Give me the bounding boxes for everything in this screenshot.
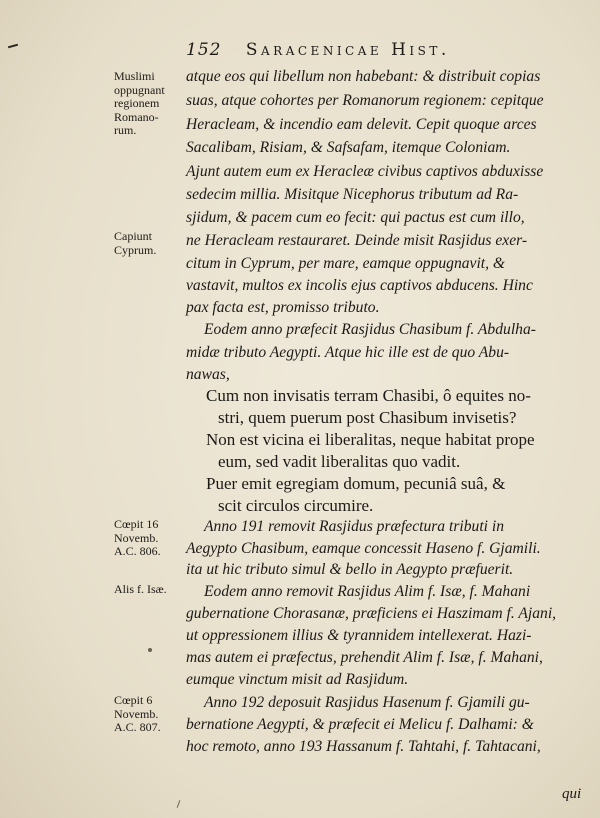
running-title: Saracenicae Hist. bbox=[245, 40, 450, 60]
text-line: citum in Cyprum, per mare, eamque oppugnavit, & bbox=[186, 255, 506, 272]
text-line: Ajunt autem eum ex Heracleæ civibus captivos abduxisse bbox=[186, 163, 544, 180]
text-line: Sacalibam, Risiam, & Safsafam, itemque Coloniam. bbox=[186, 139, 511, 156]
margin-note-line: Cyprum. bbox=[114, 242, 157, 257]
verse-line: Cum non invisatis terram Chasibi, ô equites no- bbox=[206, 386, 531, 405]
verse-line: eum, sed vadit liberalitas quo vadit. bbox=[218, 452, 461, 471]
page-number: 152 bbox=[186, 40, 222, 60]
text-line: pax facta est, promisso tributo. bbox=[186, 299, 380, 316]
text-line: nawas, bbox=[186, 366, 230, 383]
margin-note-806 bbox=[114, 518, 184, 559]
margin-note-line: Muslimi bbox=[114, 69, 155, 83]
margin-note-line: Novemb. bbox=[114, 530, 159, 545]
margin-note-line: Alis f. Isæ. bbox=[114, 582, 167, 596]
ink-smudge bbox=[148, 648, 152, 652]
verse-line: scit circulos circumire. bbox=[218, 496, 374, 515]
text-line: ita ut hic tributo simul & bello in Aegypto præfuerit. bbox=[186, 561, 514, 578]
text-line: Eodem anno removit Rasjidus Alim f. Isæ, f. Mahani bbox=[204, 583, 531, 600]
text-line: sjidum, & pacem cum eo fecit: qui pactus est cum illo, bbox=[186, 209, 525, 226]
text-line: Anno 191 removit Rasjidus præfectura tributi in bbox=[204, 518, 505, 535]
margin-note-line: Capiunt bbox=[114, 229, 152, 243]
margin-note-cyprus bbox=[114, 230, 184, 257]
margin-note-line: Romano- bbox=[114, 109, 159, 124]
margin-note-alis bbox=[114, 583, 184, 597]
text-line: suas, atque cohortes per Romanorum regionem: cepitque bbox=[186, 92, 544, 109]
verse-line: stri, quem puerum post Chasibum invisetis? bbox=[218, 408, 517, 427]
text-line: atque eos qui libellum non habebant: & distribuit copias bbox=[186, 68, 541, 85]
text-line: vastavit, multos ex incolis ejus captivos abducens. Hinc bbox=[186, 277, 533, 294]
text-line: midæ tributo Aegypti. Atque hic ille est de quo Abu- bbox=[186, 344, 510, 361]
verse-line: Non est vicina ei liberalitas, neque habitat prope bbox=[206, 430, 535, 449]
text-line: eumque vinctum misit ad Rasjidum. bbox=[186, 671, 409, 688]
text-line: ne Heracleam restauraret. Deinde misit Rasjidus exer- bbox=[186, 232, 528, 249]
text-line: sedecim millia. Misitque Nicephorus tributum ad Ra- bbox=[186, 186, 519, 203]
ink-tick bbox=[177, 800, 181, 808]
margin-note-line: rum. bbox=[114, 123, 137, 137]
text-line: bernatione Aegypti, & præfecit ei Melicu f. Dalhami: & bbox=[186, 716, 534, 733]
ink-mark bbox=[8, 44, 18, 49]
text-line: Anno 192 deposuit Rasjidus Hasenum f. Gjamili gu- bbox=[204, 694, 530, 711]
page-header bbox=[186, 40, 586, 60]
catchword: qui bbox=[562, 786, 582, 802]
text-line: Aegypto Chasibum, eamque concessit Hasenо f. Gjamili. bbox=[186, 540, 541, 557]
text-line: gubernatione Chorasanæ, præficiens ei Haszimam f. Ajani, bbox=[186, 605, 557, 622]
text-line: Heracleam, & incendio eam delevit. Cepit quoque arces bbox=[186, 116, 537, 133]
margin-note-line: Novemb. bbox=[114, 706, 159, 721]
margin-note-807 bbox=[114, 694, 184, 735]
text-line: hoc remoto, anno 193 Hassanum f. Tahtahi, f. Tahtacani, bbox=[186, 738, 541, 755]
margin-note-line: oppugnant bbox=[114, 82, 165, 97]
verse-line: Puer emit egregiam domum, pecuniâ suâ, & bbox=[206, 474, 506, 493]
margin-note-line: A.C. 807. bbox=[114, 720, 161, 734]
margin-note-line: regionem bbox=[114, 96, 160, 110]
margin-note-line: Cœpit 6 bbox=[114, 693, 153, 707]
margin-note-muslimi bbox=[114, 70, 184, 138]
text-line: mas autem ei præfectus, prehendit Alim f. Isæ, f. Mahani, bbox=[186, 649, 543, 666]
text-line: ut oppressionem illius & tyrannidem intellexerat. Hazi- bbox=[186, 627, 532, 644]
margin-note-line: Cœpit 16 bbox=[114, 517, 159, 531]
margin-note-line: A.C. 806. bbox=[114, 544, 161, 558]
text-line: Eodem anno præfecit Rasjidus Chasibum f. Abdulha- bbox=[204, 321, 536, 338]
